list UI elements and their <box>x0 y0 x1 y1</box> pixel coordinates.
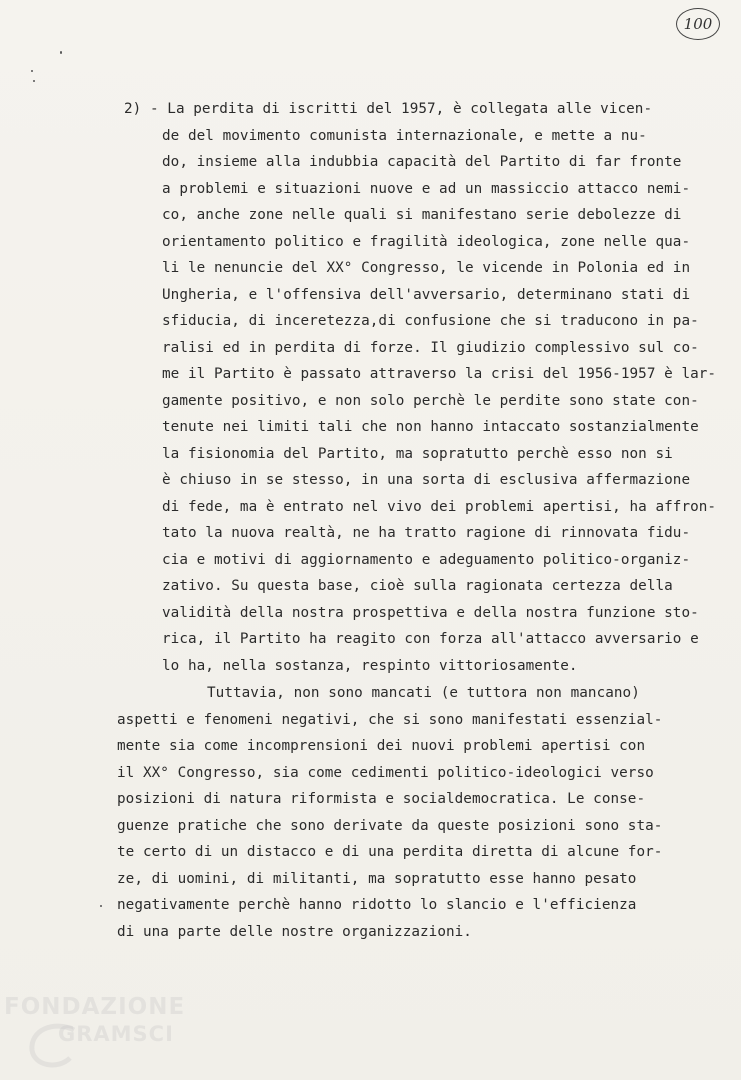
ink-speck <box>33 80 35 82</box>
text-line: posizioni di natura riformista e socialdemocratica. Le conse- <box>117 791 646 807</box>
watermark-line-1: FONDAZIONE <box>4 994 186 1020</box>
text-line: mente sia come incomprensioni dei nuovi problemi apertisi con <box>117 738 646 754</box>
text-line: li le nenuncie del XX° Congresso, le vicende in Polonia ed in <box>162 260 691 276</box>
text-line: tenute nei limiti tali che non hanno intaccato sostanzialmente <box>162 419 699 435</box>
text-line: di una parte delle nostre organizzazioni. <box>117 923 472 940</box>
text-line: zativo. Su questa base, cioè sulla ragionata certezza della <box>162 578 673 594</box>
text-line: de del movimento comunista internazionale, e mette a nu- <box>162 127 647 144</box>
text-line: negativamente perchè hanno ridotto lo slancio e l'efficienza <box>117 897 637 913</box>
text-line: lo ha, nella sostanza, respinto vittoriosamente. <box>162 657 578 674</box>
text-line: cia e motivi di aggiornamento e adeguamento politico-organiz- <box>162 551 691 568</box>
text-line: è chiuso in se stesso, in una sorta di esclusiva affermazione <box>162 472 691 488</box>
text-line: sfiducia, di inceretezza,di confusione che si traducono in pa- <box>162 313 699 329</box>
page-number-circled: 100 <box>676 8 720 40</box>
ink-speck <box>31 70 33 72</box>
watermark-swirl <box>26 1020 86 1072</box>
text-line: 2) - La perdita di iscritti del 1957, è collegata alle vicen- <box>124 101 653 117</box>
text-line: te certo di un distacco e di una perdita diretta di alcune for- <box>117 844 663 860</box>
text-line: rica, il Partito ha reagito con forza all'attacco avversario e <box>162 631 699 647</box>
text-line: di fede, ma è entrato nel vivo dei problemi apertisi, ha affron- <box>162 498 717 515</box>
text-line: guenze pratiche che sono derivate da queste posizioni sono sta- <box>117 817 663 834</box>
text-line: la fisionomia del Partito, ma sopratutto perchè esso non si <box>162 445 673 462</box>
archive-watermark <box>4 994 194 1074</box>
text-line: ze, di uomini, di militanti, ma sopratutto esse hanno pesato <box>117 870 637 887</box>
text-line: ralisi ed in perdita di forze. Il giudizio complessivo sul co- <box>162 339 699 356</box>
ink-speck <box>100 905 102 907</box>
text-line: validità della nostra prospettiva e della nostra funzione sto- <box>162 604 699 621</box>
watermark-line-2: GRAMSCI <box>58 1022 174 1046</box>
text-line: Ungheria, e l'offensiva dell'avversario, determinano stati di <box>162 286 691 303</box>
text-line: il XX° Congresso, sia come cedimenti politico-ideologici verso <box>117 764 654 781</box>
text-line: gamente positivo, e non solo perchè le perdite sono state con- <box>162 392 699 409</box>
text-line: Tuttavia, non sono mancati (e tuttora non mancano) <box>207 685 640 701</box>
text-line: a problemi e situazioni nuove e ad un massiccio attacco nemi- <box>162 180 691 197</box>
text-line: do, insieme alla indubbia capacità del Partito di far fronte <box>162 154 682 170</box>
text-line: me il Partito è passato attraverso la crisi del 1956-1957 è lar- <box>162 366 717 382</box>
text-line: aspetti e fenomeni negativi, che si sono manifestati essenzial- <box>117 711 663 728</box>
text-line: co, anche zone nelle quali si manifestano serie debolezze di <box>162 207 682 223</box>
ink-speck <box>60 51 62 54</box>
text-line: tato la nuova realtà, ne ha tratto ragione di rinnovata fidu- <box>162 525 691 541</box>
text-line: orientamento politico e fragilità ideologica, zone nelle qua- <box>162 233 691 250</box>
